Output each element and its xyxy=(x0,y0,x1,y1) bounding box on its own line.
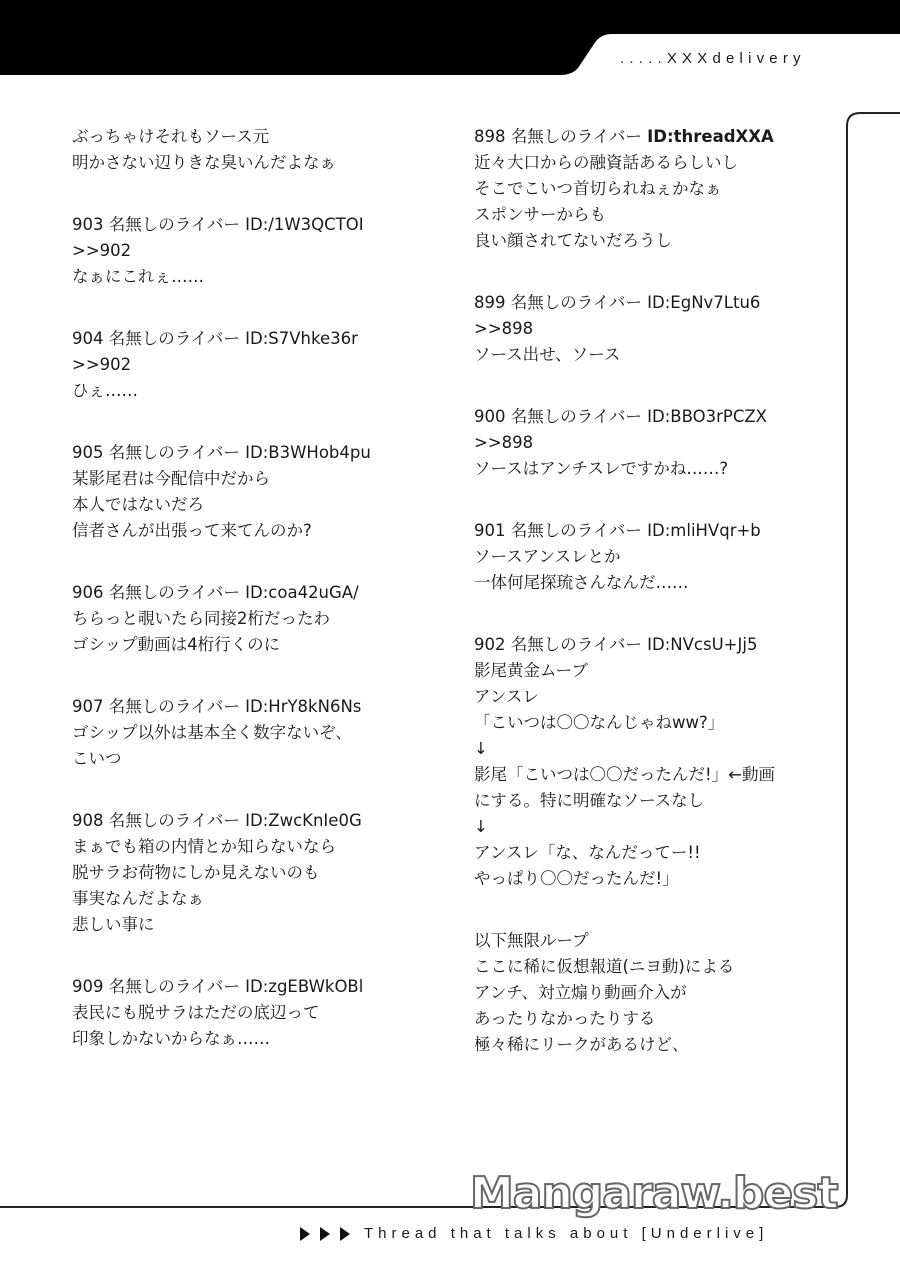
post-header: 900 名無しのライバー ID:BBO3rPCZX xyxy=(474,407,767,426)
left-column xyxy=(72,124,442,1088)
post-905 xyxy=(72,440,442,544)
post-line: ソース出せ、ソース xyxy=(474,345,621,364)
thread-owner-id: ID:threadXXA xyxy=(647,127,774,146)
reply-anchor: >>902 xyxy=(72,355,132,374)
post-line: ゴシップ動画は4桁行くのに xyxy=(72,635,281,654)
reply-anchor: >>898 xyxy=(474,319,534,338)
post-header: 907 名無しのライバー ID:HrY8kN6Ns xyxy=(72,697,362,716)
post-line: ひぇ…… xyxy=(72,381,138,400)
post-904 xyxy=(72,326,442,404)
post-header: 902 名無しのライバー ID:NVcsU+Jj5 xyxy=(474,635,758,654)
post-line: 「こいつは〇〇なんじゃねww?」 xyxy=(474,713,725,732)
post-line: 明かさない辺りきな臭いんだよなぁ xyxy=(72,153,336,172)
post-line: 一体何尾探琉さんなんだ…… xyxy=(474,573,689,592)
header-title: .....XXXdelivery xyxy=(620,50,806,67)
post-line: 本人ではないだろ xyxy=(72,495,204,514)
post-901 xyxy=(474,518,834,596)
post-line: ゴシップ以外は基本全く数字ないぞ、 xyxy=(72,723,352,742)
post-line: ソースアンスレとか xyxy=(474,547,621,566)
post-header: 901 名無しのライバー ID:mliHVqr+b xyxy=(474,521,761,540)
down-arrow-icon: ↓ xyxy=(474,817,488,836)
right-column xyxy=(474,124,834,1094)
post-909 xyxy=(72,974,442,1052)
post-line: まぁでも箱の内情とか知らないなら xyxy=(72,837,336,856)
post-line: 印象しかないからなぁ…… xyxy=(72,1029,270,1048)
post-906 xyxy=(72,580,442,658)
post-line: ぶっちゃけそれもソース元 xyxy=(72,127,270,146)
post-header: 908 名無しのライバー ID:ZwcKnIe0G xyxy=(72,811,362,830)
post-header xyxy=(474,124,834,150)
post-line: 脱サラお荷物にしか見えないのも xyxy=(72,863,320,882)
post-header: 899 名無しのライバー ID:EgNv7Ltu6 xyxy=(474,293,761,312)
reply-anchor: >>898 xyxy=(474,433,534,452)
post-902 xyxy=(474,632,834,892)
post-line: 良い顔されてないだろうし xyxy=(474,231,672,250)
footer xyxy=(300,1225,768,1242)
reply-anchor: >>902 xyxy=(72,241,132,260)
down-arrow-icon: ↓ xyxy=(474,739,488,758)
post-line: こいつ xyxy=(72,749,122,768)
post-908 xyxy=(72,808,442,938)
post-header: 903 名無しのライバー ID:/1W3QCTOI xyxy=(72,215,364,234)
post-line: 影尾「こいつは〇〇だったんだ!」←動画 xyxy=(474,765,775,784)
post-line: なぁにこれぇ…… xyxy=(72,267,204,286)
post-907 xyxy=(72,694,442,772)
post-line: 極々稀にリークがあるけど、 xyxy=(474,1035,689,1054)
post-line: そこでこいつ首切られねぇかなぁ xyxy=(474,179,722,198)
post-line: にする。特に明確なソースなし xyxy=(474,791,705,810)
post-line: 信者さんが出張って来てんのか? xyxy=(72,521,312,540)
post-line: やっぱり〇〇だったんだ!」 xyxy=(474,869,679,888)
post-line: アンスレ xyxy=(474,687,539,706)
post-line: 影尾黄金ムーブ xyxy=(474,661,588,680)
post-header: 905 名無しのライバー ID:B3WHob4pu xyxy=(72,443,371,462)
post-line: スポンサーからも xyxy=(474,205,606,224)
post-line: 近々大口からの融資話あるらしいし xyxy=(474,153,738,172)
post-line: アンチ、対立煽り動画介入が xyxy=(474,983,687,1002)
post-line: 某影尾君は今配信中だから xyxy=(72,469,270,488)
post-header: 906 名無しのライバー ID:coa42uGA/ xyxy=(72,583,359,602)
post-899 xyxy=(474,290,834,368)
post-header: 909 名無しのライバー ID:zgEBWkOBl xyxy=(72,977,364,996)
post-902-continued xyxy=(474,928,834,1058)
post-line: あったりなかったりする xyxy=(474,1009,656,1028)
post-line: アンスレ「な、なんだってー!! xyxy=(474,843,701,862)
post-line: 表民にも脱サラはただの底辺って xyxy=(72,1003,320,1022)
post-line: ちらっと覗いたら同接2桁だったわ xyxy=(72,609,330,628)
post-898 xyxy=(474,124,834,254)
post-line: 以下無限ループ xyxy=(474,931,589,950)
post-900 xyxy=(474,404,834,482)
post-line: 事実なんだよなぁ xyxy=(72,889,204,908)
post-header: 904 名無しのライバー ID:S7Vhke36r xyxy=(72,329,358,348)
post-line: ここに稀に仮想報道(ニヨ動)による xyxy=(474,957,735,976)
post-header-prefix: 898 名無しのライバー xyxy=(474,127,648,146)
post-continuation xyxy=(72,124,442,176)
post-903 xyxy=(72,212,442,290)
footer-text: Thread that talks about [Underlive] xyxy=(364,1225,769,1242)
play-arrows-icon xyxy=(300,1227,360,1241)
watermark: Mangaraw.best xyxy=(470,1168,838,1219)
post-line: ソースはアンチスレですかね……? xyxy=(474,459,729,478)
post-line: 悲しい事に xyxy=(72,915,155,934)
